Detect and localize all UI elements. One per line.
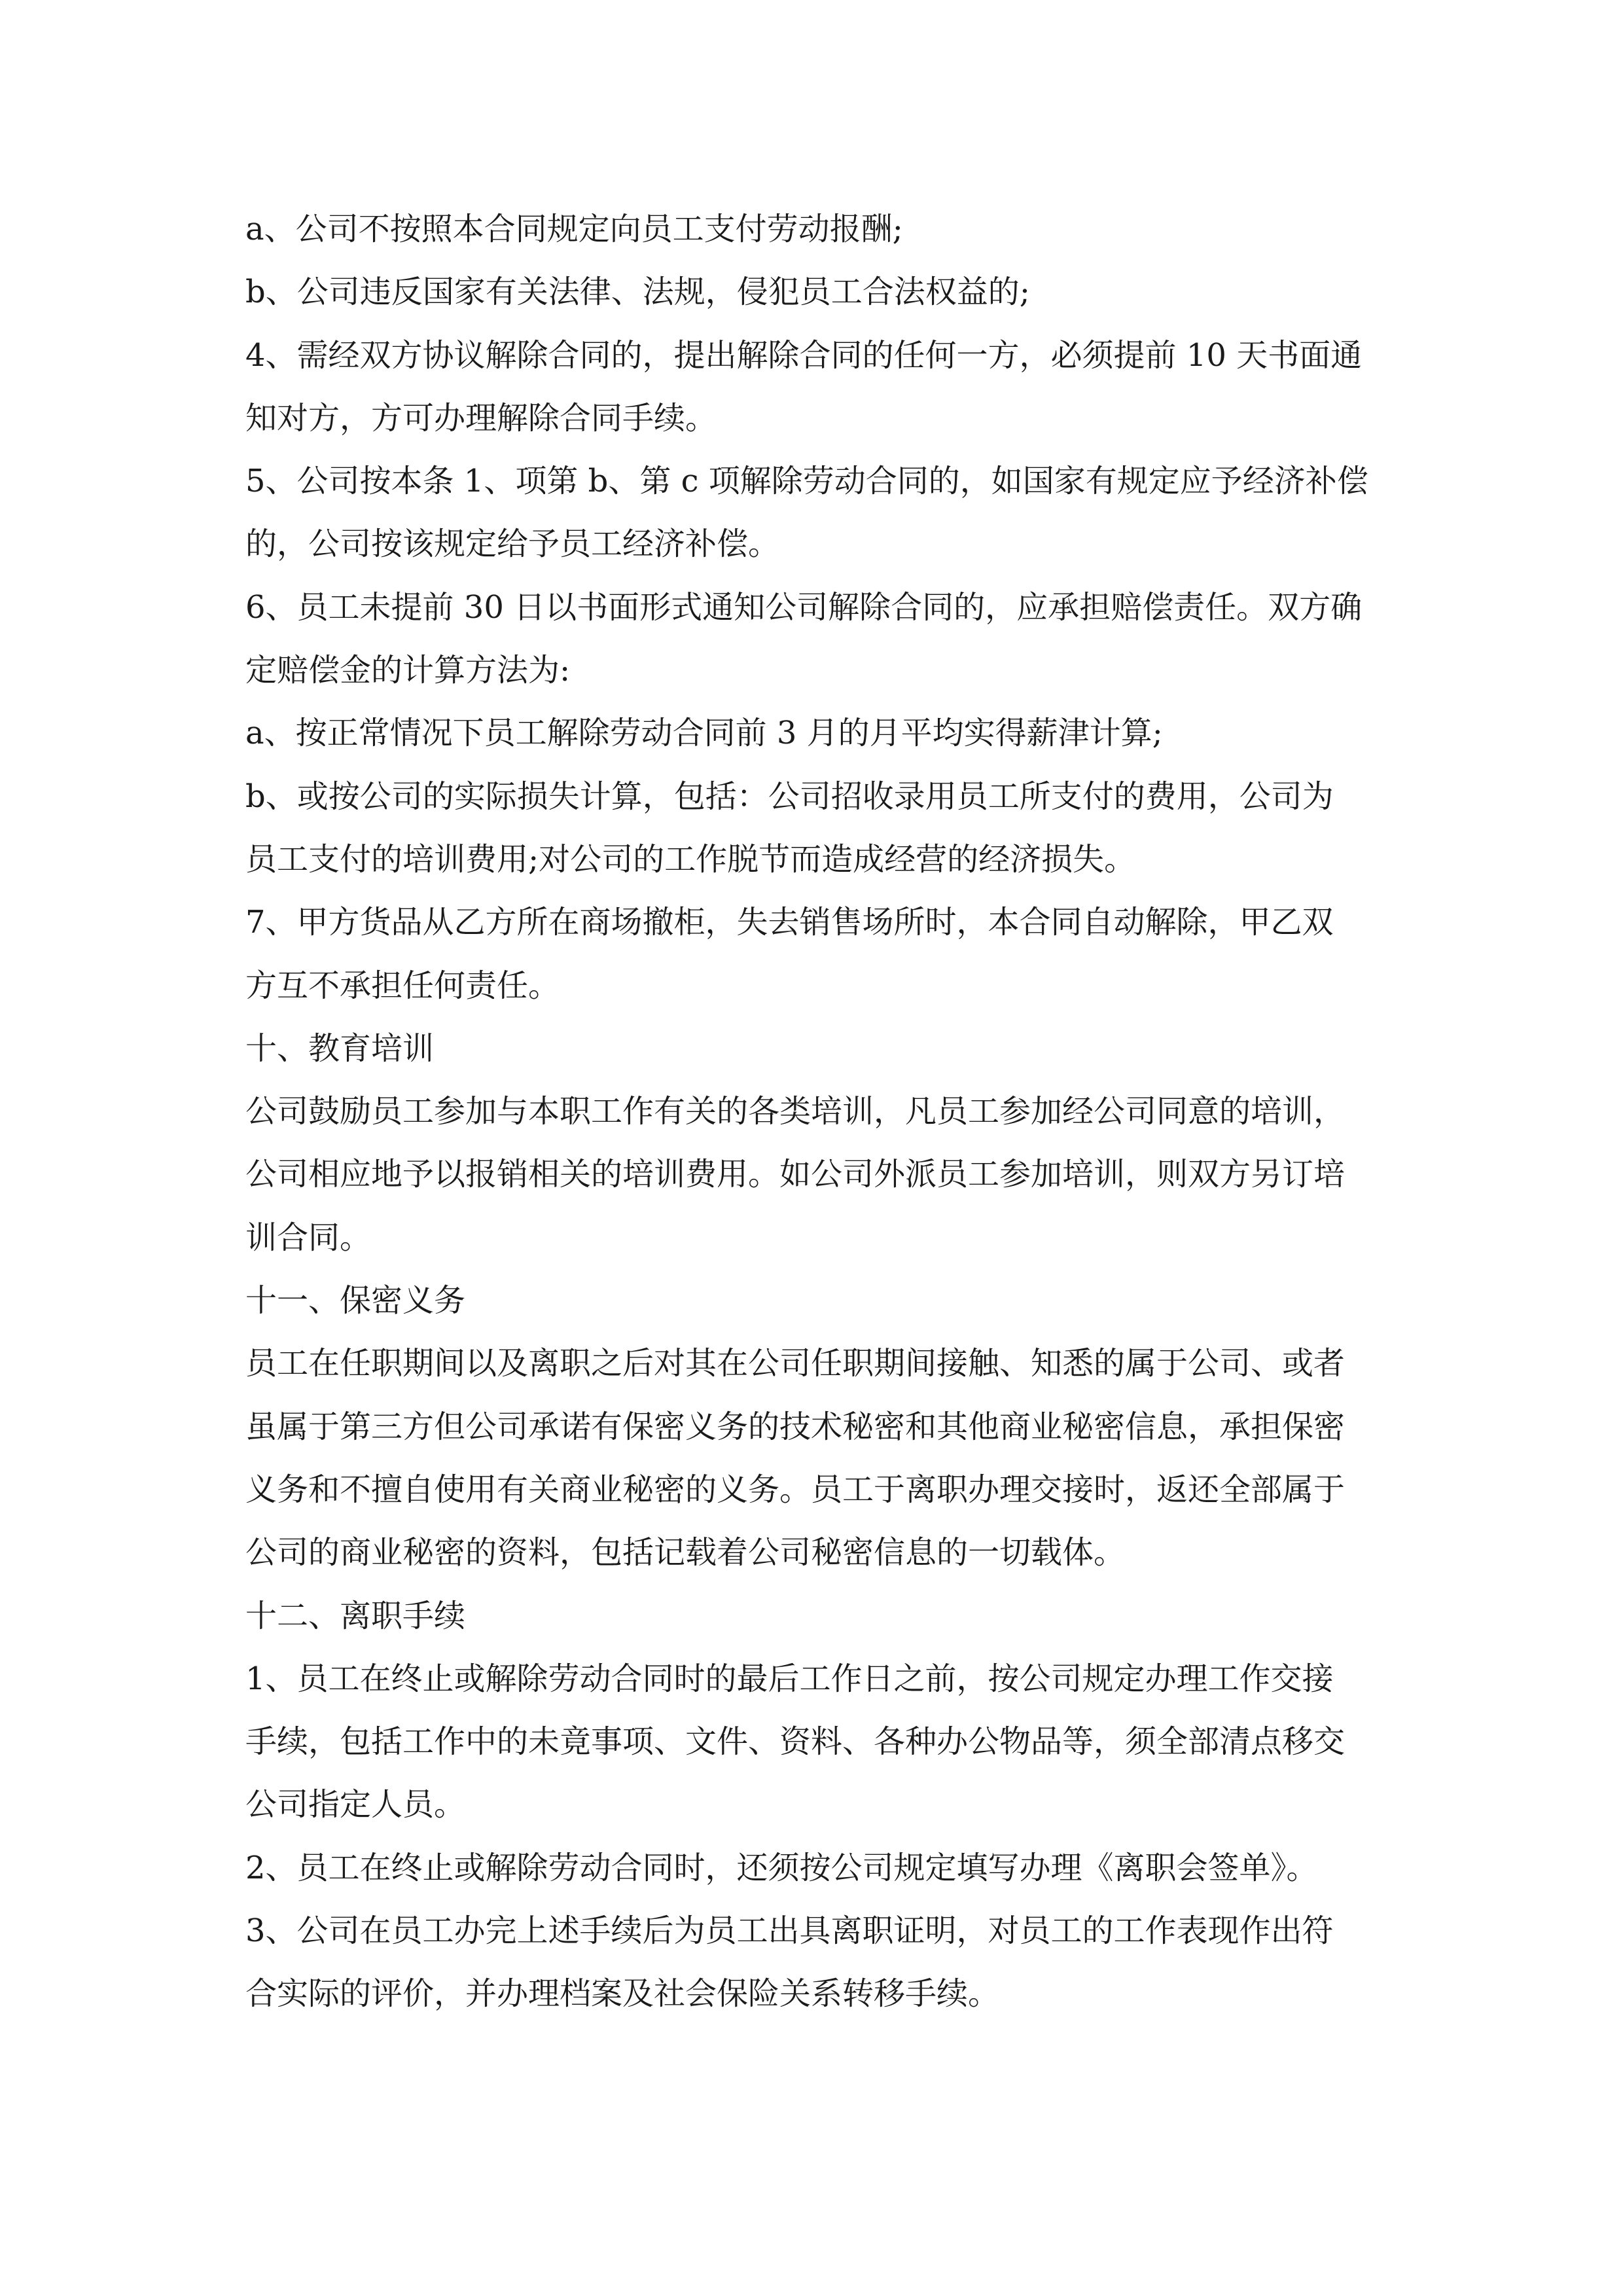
confidentiality-para-line2: 虽属于第三方但公司承诺有保密义务的技术秘密和其他商业秘密信息，承担保密	[245, 1408, 1346, 1445]
clause-4-line2: 知对方，方可办理解除合同手续。	[245, 399, 717, 437]
training-para-line3: 训合同。	[245, 1219, 372, 1256]
clause-5-line2: 的，公司按该规定给予员工经济补偿。	[245, 526, 780, 563]
confidentiality-para-line4: 公司的商业秘密的资料，包括记载着公司秘密信息的一切载体。	[245, 1534, 1126, 1571]
training-para-line1: 公司鼓励员工参加与本职工作有关的各类培训，凡员工参加经公司同意的培训，	[245, 1093, 1346, 1130]
clause-7-line2: 方互不承担任何责任。	[245, 967, 560, 1004]
resignation-2: 2、员工在终止或解除劳动合同时，还须按公司规定填写办理《离职会签单》。	[245, 1849, 1318, 1886]
clause-a-pay: a、公司不按照本合同规定向员工支付劳动报酬;	[245, 211, 903, 247]
resignation-3-line1: 3、公司在员工办完上述手续后为员工出具离职证明，对员工的工作表现作出符	[245, 1912, 1334, 1950]
resignation-1-line1: 1、员工在终止或解除劳动合同时的最后工作日之前，按公司规定办理工作交接	[245, 1660, 1334, 1697]
clause-5-line1: 5、公司按本条 1、项第 b、第 c 项解除劳动合同的，如国家有规定应予经济补偿	[245, 463, 1368, 500]
training-para-line2: 公司相应地予以报销相关的培训费用。如公司外派员工参加培训，则双方另订培	[245, 1156, 1346, 1193]
clause-6b-line1: b、或按公司的实际损失计算，包括：公司招收录用员工所支付的费用，公司为	[245, 778, 1334, 815]
document-body	[245, 198, 1387, 2026]
section-heading-confidentiality: 十一、保密义务	[245, 1282, 466, 1319]
clause-7-line1: 7、甲方货品从乙方所在商场撤柜，失去销售场所时，本合同自动解除，甲乙双	[245, 904, 1334, 941]
clause-6-line1: 6、员工未提前 30 日以书面形式通知公司解除合同的，应承担赔偿责任。双方确	[245, 588, 1363, 626]
section-heading-training: 十、教育培训	[245, 1030, 435, 1067]
confidentiality-para-line3: 义务和不擅自使用有关商业秘密的义务。员工于离职办理交接时，返还全部属于	[245, 1471, 1346, 1508]
clause-6-line2: 定赔偿金的计算方法为:	[245, 652, 571, 689]
resignation-1-line3: 公司指定人员。	[245, 1786, 466, 1823]
clause-4-line1: 4、需经双方协议解除合同的，提出解除合同的任何一方，必须提前 10 天书面通	[245, 336, 1363, 374]
clause-b-law: b、公司违反国家有关法律、法规，侵犯员工合法权益的;	[245, 274, 1030, 311]
clause-6b-line2: 员工支付的培训费用;对公司的工作脱节而造成经营的经济损失。	[245, 840, 1136, 878]
resignation-3-line2: 合实际的评价，并办理档案及社会保险关系转移手续。	[245, 1975, 1000, 2013]
clause-6a: a、按正常情况下员工解除劳动合同前 3 月的月平均实得薪津计算;	[245, 715, 1163, 752]
confidentiality-para-line1: 员工在任职期间以及离职之后对其在公司任职期间接触、知悉的属于公司、或者	[245, 1345, 1346, 1382]
section-heading-resignation: 十二、离职手续	[245, 1597, 466, 1634]
resignation-1-line2: 手续，包括工作中的未竟事项、文件、资料、各种办公物品等，须全部清点移交	[245, 1723, 1346, 1761]
